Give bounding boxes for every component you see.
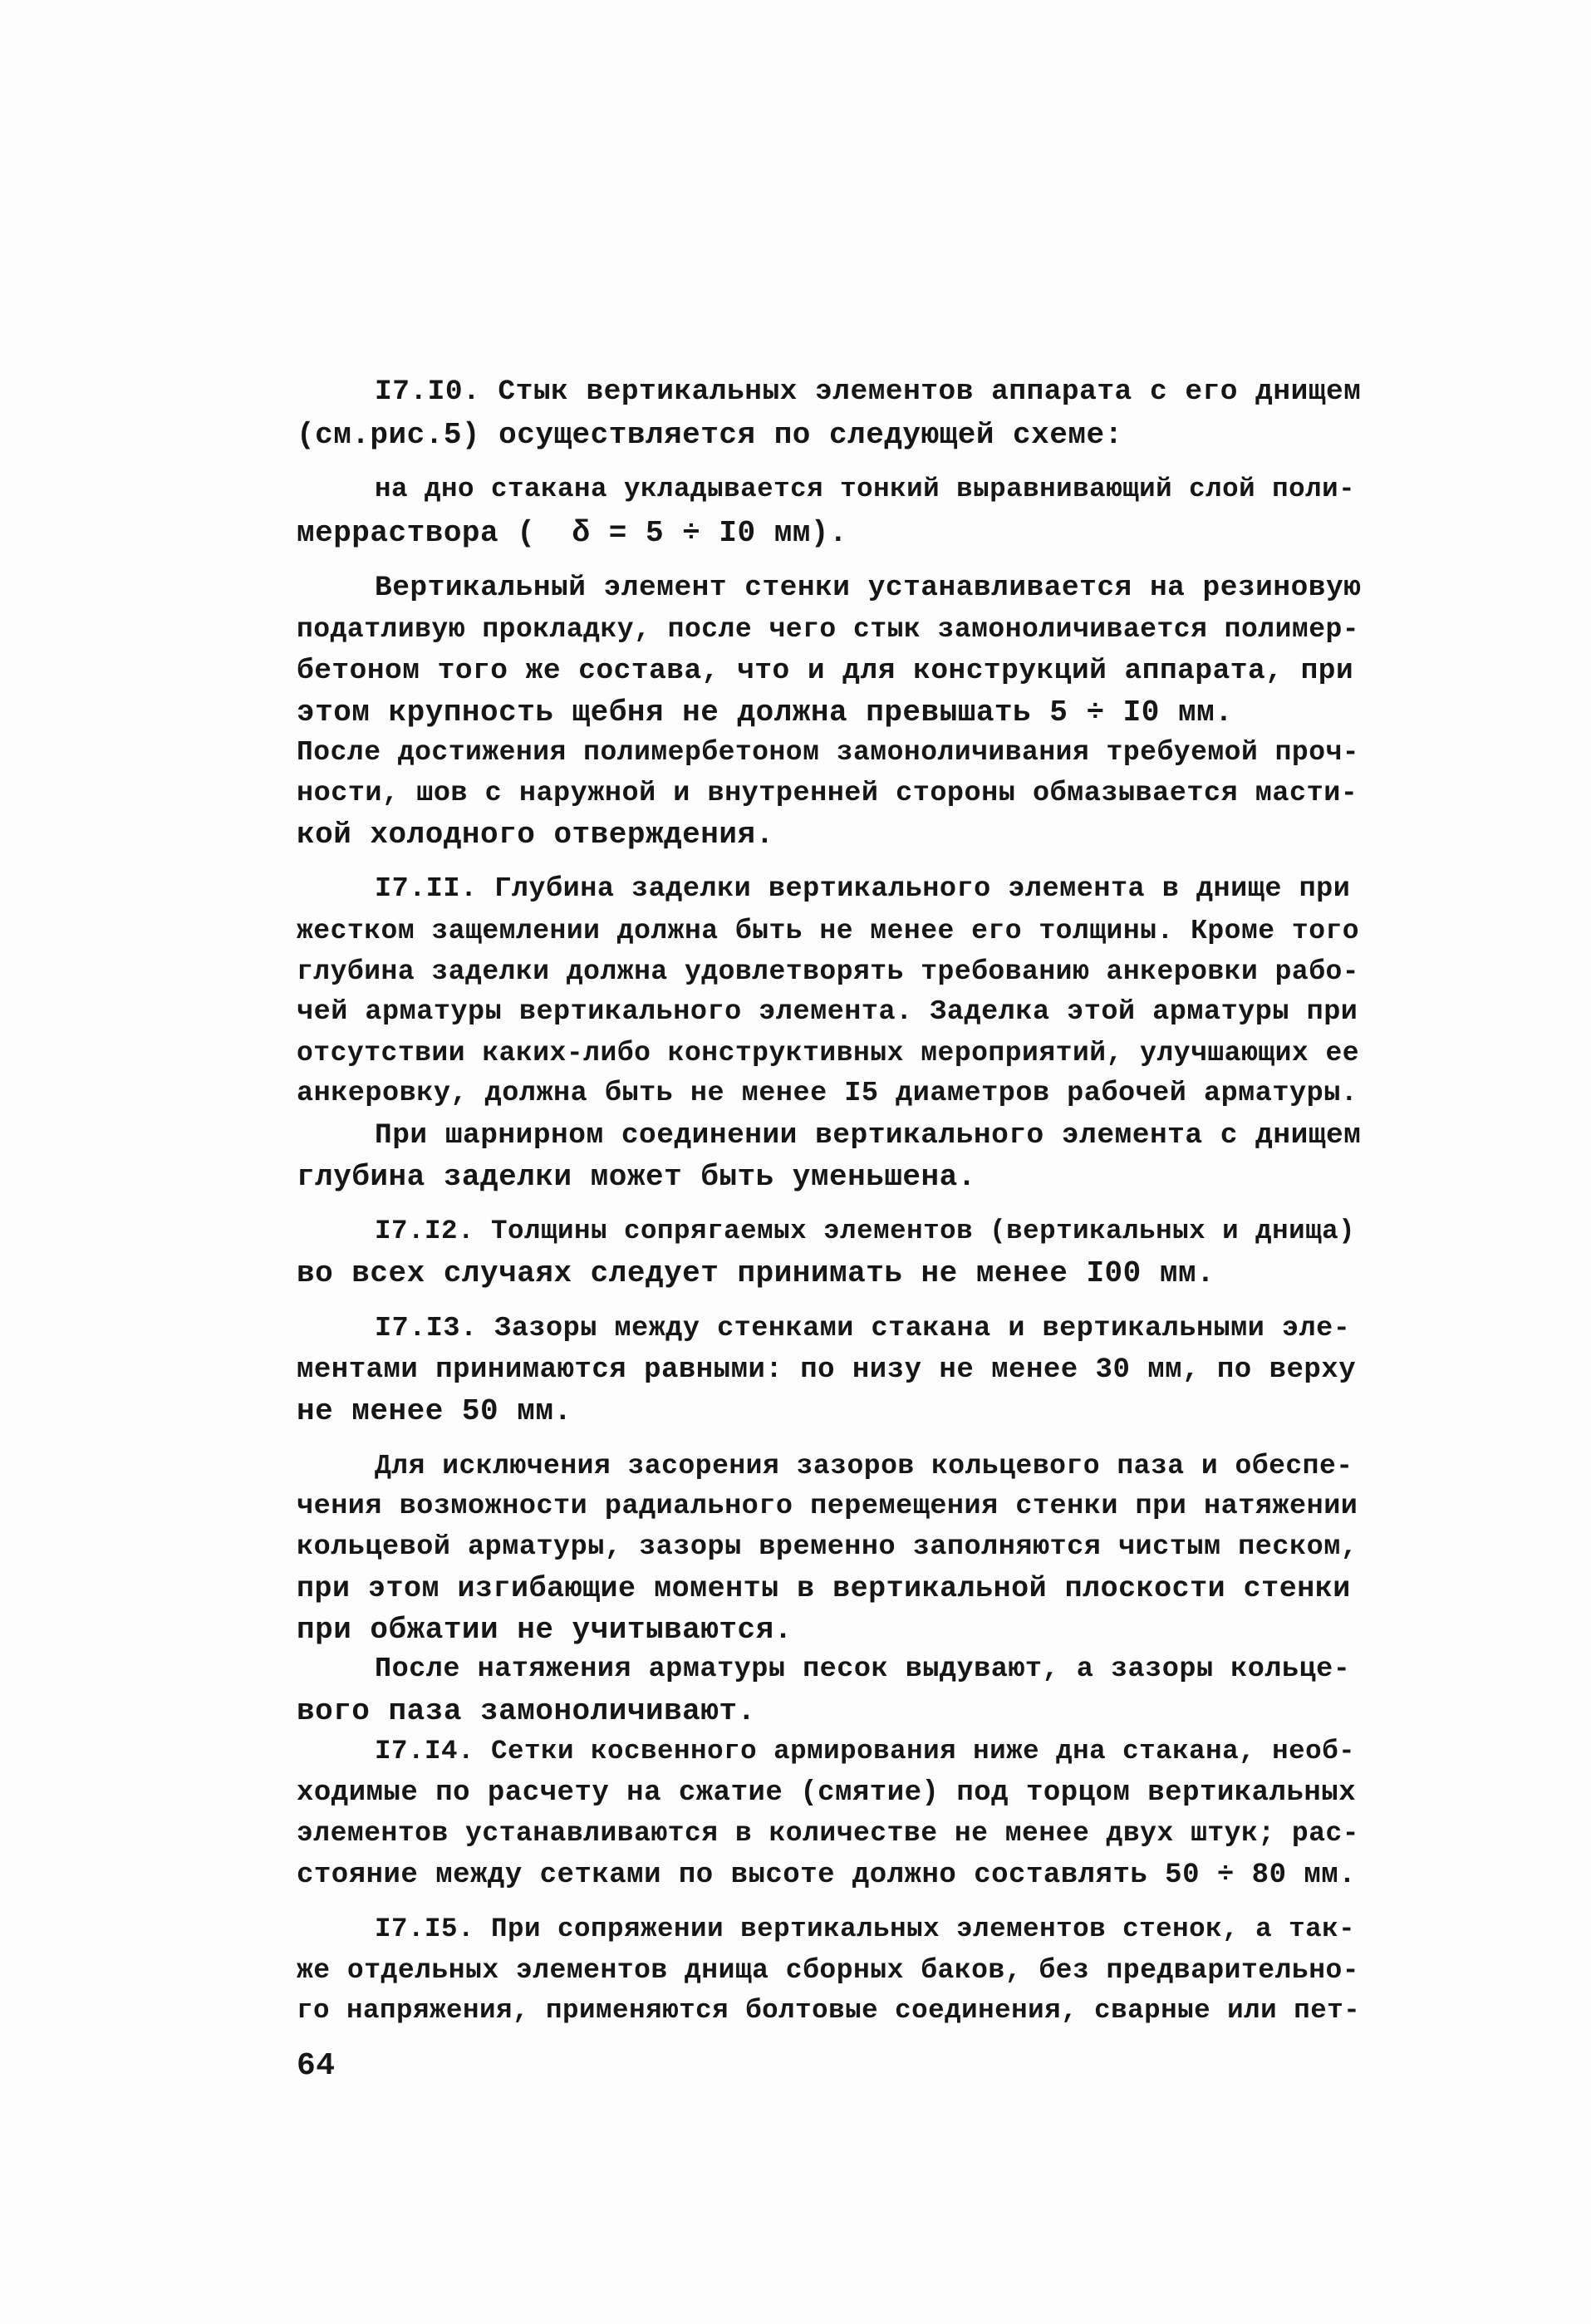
text-line: при этом изгибающие моменты в вертикальной плоскости стенки: [297, 1572, 1351, 1605]
text-line: чения возможности радиального перемещения стенки при натяжении: [297, 1491, 1358, 1522]
text-line: чей арматуры вертикального элемента. Заделка этой арматуры при: [297, 996, 1358, 1028]
text-line: мерраствора ( δ = 5 ÷ I0 мм).: [297, 516, 848, 550]
text-line: I7.II. Глубина заделки вертикального элемента в днище при: [375, 873, 1351, 905]
text-line: ности, шов с наружной и внутренней стороны обмазывается масти-: [297, 778, 1358, 809]
text-line: отсутствии каких-либо конструктивных мероприятий, улучшающих ее: [297, 1038, 1360, 1069]
text-line: элементов устанавливаются в количестве не менее двух штук; рас-: [297, 1818, 1360, 1849]
text-line: на дно стакана укладывается тонкий выравнивающий слой поли-: [375, 474, 1356, 504]
text-line: бетоном того же состава, что и для конструкций аппарата, при: [297, 655, 1354, 687]
text-line: I7.I2. Толщины сопрягаемых элементов (вертикальных и днища): [375, 1216, 1356, 1246]
text-line: не менее 50 мм.: [297, 1394, 572, 1428]
text-line: Вертикальный элемент стенки устанавливается на резиновую: [375, 572, 1362, 604]
text-line: жестком защемлении должна быть не менее его толщины. Кроме того: [297, 916, 1360, 946]
text-line: ментами принимаются равными: по низу не менее 30 мм, по верху: [297, 1354, 1357, 1386]
text-line: этом крупность щебня не должна превышать 5 ÷ I0 мм.: [297, 695, 1234, 730]
text-line: I7.I0. Стык вертикальных элементов аппарата с его днищем: [375, 376, 1362, 408]
text-line: глубина заделки должна удовлетворять требованию анкеровки рабо-: [297, 956, 1360, 987]
text-line: при обжатии не учитываются.: [297, 1613, 793, 1647]
text-line: Для исключения засорения зазоров кольцевого паза и обеспе-: [375, 1451, 1353, 1481]
text-line: анкеровку, должна быть не менее I5 диаметров рабочей арматуры.: [297, 1078, 1358, 1109]
page-number: 64: [297, 2048, 336, 2084]
text-line: ходимые по расчету на сжатие (смятие) под торцом вертикальных: [297, 1777, 1357, 1809]
text-line: кольцевой арматуры, зазоры временно заполняются чистым песком,: [297, 1531, 1358, 1563]
text-line: же отдельных элементов днища сборных баков, без предварительно-: [297, 1955, 1360, 1986]
text-line: стояние между сетками по высоте должно составлять 50 ÷ 80 мм.: [297, 1860, 1357, 1891]
text-line: глубина заделки может быть уменьшена.: [297, 1160, 976, 1194]
text-line: После натяжения арматуры песок выдувают, а зазоры кольце-: [375, 1653, 1351, 1685]
text-line: (см.рис.5) осуществляется по следующей схеме:: [297, 418, 1123, 452]
text-line: I7.I4. Сетки косвенного армирования ниже дна стакана, необ-: [375, 1736, 1356, 1766]
text-line: во всех случаях следует принимать не менее I00 мм.: [297, 1256, 1215, 1290]
text-line: После достижения полимербетоном замоноличивания требуемой проч-: [297, 737, 1360, 768]
text-line: го напряжения, применяются болтовые соединения, сварные или пет-: [297, 1995, 1361, 2026]
text-line: вого паза замоноличивают.: [297, 1694, 756, 1728]
text-line: При шарнирном соединении вертикального элемента с днищем: [375, 1119, 1362, 1152]
text-line: I7.I5. При сопряжении вертикальных элементов стенок, а так-: [375, 1914, 1356, 1944]
text-line: I7.I3. Зазоры между стенками стакана и вертикальными эле-: [375, 1313, 1351, 1344]
text-line: податливую прокладку, после чего стык замоноличивается полимер-: [297, 614, 1360, 645]
text-line: кой холодного отверждения.: [297, 818, 774, 852]
